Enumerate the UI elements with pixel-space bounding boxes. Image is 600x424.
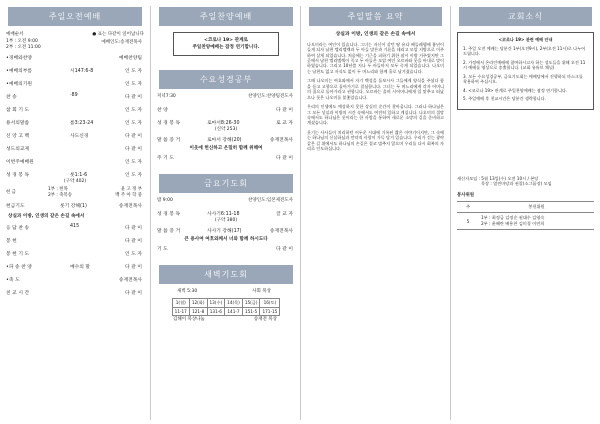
dawn-time: 새벽 5:30 (177, 289, 198, 295)
sermon-paragraph: 그때 나오미는 여호와께서 자기 백성을 돌보시사 그들에게 양식을 주셨다 함을 듣고 고향으로 돌아가기로 결심합니다. 그녀는 두 며느리에게 각자 어머니의 집으로 돌아가라고 권합니다. 오르바는 울며 시어머니에게 입 맞추고 떠났으나 룻은 나오미를 붙좇았습니다. (307, 78, 444, 100)
duty-head-week: 주 (457, 202, 479, 213)
friday-leader: 찬양인도:임본제전도사 (248, 198, 293, 204)
dawn-foot-right: 송재전 묵상 (253, 317, 277, 323)
morning-order-row-detail: ·89 (70, 93, 78, 98)
morning-order-row-label: 성 경 봉 독 (6, 173, 30, 178)
morning-order2-row-label: •파 송 찬 양 (6, 265, 32, 271)
morning-order-row-label: 이번주예배원 (6, 160, 34, 165)
morning-order-row-leader: 인 도 자 (125, 160, 142, 165)
sermon-summary-title: 상실과 이방, 인생의 같은 손길 속에서 (335, 32, 416, 37)
morning-order-row (0, 90, 150, 103)
morning-order2-row (0, 273, 150, 286)
wednesday-verse-note: (신약 253) (214, 127, 238, 132)
friday-preacher: 송재전목사 (269, 228, 293, 234)
morning-order-row (0, 51, 150, 64)
morning-order2-row (0, 247, 150, 260)
morning-order-row-label: 용서의말씀 (6, 121, 30, 126)
morning-order-row-label: 신 앙 고 백 (6, 134, 30, 139)
wednesday-header: 수요성경공부 (159, 70, 293, 89)
morning-order2-row-label: 친 교 시 간 (6, 291, 30, 297)
morning-order2-row-detail: 415 (70, 224, 80, 230)
morning-order2-row-leader: 송재전목사 (118, 278, 142, 284)
sermon-paragraph: 우리의 인생에도 예상하지 못한 상실의 순간이 찾아옵니다. 그러나 하나님은 그 모든 상실과 이방의 시간 속에서도 여전히 일하고 계십니다. 나오미의 절망 속에서도 하나님은 룻이라는 한 사람을 통하여 새로운 소망의 길을 준비하고 계셨습니다. (307, 104, 444, 126)
meeting-notice-2: 목장 : 열린마당과 권찰(소그룹장) 모임 (481, 181, 552, 187)
morning-order2-row-label: •축 도 (6, 278, 20, 284)
sermon-preacher: 송재전목사 (118, 203, 142, 209)
dawn-day-cell: 15(금) (242, 299, 260, 308)
morning-order2-row (0, 286, 150, 299)
church-news-column (451, 0, 600, 424)
morning-order-row (0, 168, 150, 181)
morning-order-row-leader: 예배찬양팀 (118, 56, 142, 61)
dawn-ref-cell: 141-7 (225, 308, 243, 316)
dawn-day-cell: 16(토) (260, 299, 280, 308)
wednesday-order-row-label: 찬 양 (157, 108, 168, 113)
offering-part2: 2부 : 축복송 (48, 192, 73, 198)
dawn-schedule-table (172, 298, 281, 316)
friday-order-row (151, 207, 301, 220)
covid-notice-box (457, 32, 594, 110)
morning-order2-row (0, 234, 150, 247)
morning-order-row (0, 116, 150, 129)
dawn-ref-cell: 151-5 (242, 308, 260, 316)
morning-order2-row-label: 응 답 찬 송 (6, 226, 30, 232)
duty-table (457, 201, 594, 230)
duty-head-role: 봉헌위원 (479, 202, 594, 213)
wednesday-order-row-leader: 로 교 자 (276, 121, 293, 126)
order-label: 예배순서 (6, 32, 24, 37)
wednesday-order-row (151, 103, 301, 116)
covid-notice-title: <코로나 19> 관련 예배 안내 (498, 37, 553, 42)
friday-order-row-detail: 사사기6:11-18 (207, 212, 240, 218)
duty-week: 5 (457, 213, 479, 230)
sermon-summary-header: 주일말씀 요약 (309, 7, 442, 26)
praise-notice-line2: 주일찬양예배는 잠정 연기합니다. (192, 45, 260, 50)
news-item: 5. 주일예배 후 친교시간은 당분간 생략합니다. (463, 96, 546, 101)
dawn-day-cell: 1(월) (172, 299, 189, 308)
standing-note: ● 표는 다같이 일어납니다 (92, 32, 144, 37)
morning-order-row-detail: 시147:6-8 (70, 69, 94, 74)
friday-title: 큰 용사여 여호와께서 너와 함께 하시도다 (184, 236, 268, 242)
dawn-ref-cell: 121-8 (189, 308, 207, 316)
wednesday-all: 다 같 이 (276, 156, 293, 162)
news-item: 4. <코로나 19> 관계로 주일찬양예배는 잠정 연기합니다. (463, 87, 568, 93)
morning-order-row (0, 64, 150, 77)
wednesday-preacher: 송재전목사 (269, 137, 293, 143)
morning-order-row (0, 142, 150, 155)
dawn-day-cell: 13(수) (207, 299, 225, 308)
morning-order-row (0, 129, 150, 142)
wednesday-order-row-detail: 로마서8:26-30 (207, 121, 240, 126)
worship-leader: 예배인도:송재전목사 (101, 40, 142, 45)
morning-order2-row-detail: 예수의 말 (70, 265, 91, 271)
friday-sermon-series: 사사기 강해(17) (207, 228, 242, 234)
friday-verse-note: (구약 380) (214, 218, 238, 224)
friday-all: 다 같 이 (276, 247, 293, 253)
sermon-summary-column (301, 0, 450, 424)
praise-column (151, 0, 301, 424)
morning-order-row (0, 103, 150, 116)
morning-order-row-label: •예배의부름 (6, 69, 32, 74)
morning-order-row-label: •경배와찬양 (6, 56, 32, 61)
duty-line-2: 2부 : 윤혜란 배용찬 김미경 이연희 (481, 221, 545, 227)
morning-order2-row (0, 221, 150, 234)
morning-order-row-leader: 인 도 자 (125, 173, 142, 178)
offering-right1: 윤 고 정 부 (120, 186, 142, 192)
morning-order2-row-leader: 다 같 이 (125, 239, 142, 245)
morning-order-row (0, 155, 150, 168)
friday-order-row-leader: 글 교 자 (276, 212, 293, 218)
offering-label: 헌 금 (6, 189, 16, 195)
dawn-header: 새벽기도회 (159, 265, 293, 284)
praise-notice-box (173, 32, 279, 56)
sermon-paragraph: 나오미라는 여인이 있습니다. 그녀는 자신이 살던 땅 유다 베들레헴에 흉년이 들게 되자 남편 엘리멜렉과 두 아들 말론과 기룐을 데리고 모압 지방으로 이주하여 살게 되었습니다. 처음에는 기근을 피하기 위한 잠시 이방 거주였지만 그곳에서 남편 엘리멜렉이 죽고 두 아들은 모압 여인 오르바와 룻을 아내로 맞이하였습니다. 그리고 10년쯤 지나 두 아들마저 모두 죽게 되었습니다. 나오미는 남편도 없고 자식도 없이 두 며느리와 함께 홀로 남겨졌습니다. (307, 41, 444, 74)
friday-prayer-label: 기 도 (157, 247, 168, 253)
news-item: 1. 주일 오전 예배는 당분간 1부(오전9시), 2부(오전 11시)로 나누어 드립니다. (463, 45, 586, 56)
morning-sermon-title: 상실과 이방, 인생의 같은 손길 속에서 (8, 213, 85, 219)
friday-header: 금요기도회 (159, 174, 293, 193)
offering-right2: 백 주 아 학 중 (115, 192, 142, 198)
news-item: 2. 가정에서 온라인예배에 참여하시고자 하는 성도들을 위해 오전 11시 예배를 영상으로 송출합니다. (교회 유튜브 채널) (463, 59, 586, 70)
scripture-note: (구약 402) (63, 179, 87, 184)
wednesday-leader: 찬양인도:찬양팀전도사 (248, 94, 293, 99)
dawn-ref-cell: 11-17 (172, 308, 189, 316)
morning-order-row-leader: 다 같 이 (125, 134, 142, 139)
dawn-foot-left: 김해이 묵상나눔 (173, 317, 205, 323)
praise-worship-header: 주일찬양예배 (159, 7, 293, 26)
morning-order-row-leader: 인 도 자 (125, 69, 142, 74)
morning-worship-header: 주일오전예배 (8, 7, 142, 26)
service-time-2: 2부 : 오전 11:00 (6, 44, 41, 50)
wednesday-order-row (151, 116, 301, 129)
morning-order-row-detail: 롬3:23-24 (70, 121, 94, 126)
morning-order-row-leader: 인 도 자 (125, 121, 142, 126)
morning-order-row-leader: 다 같 이 (125, 147, 142, 152)
dawn-day-cell: 14(목) (225, 299, 243, 308)
morning-order2-row-leader: 다 같 이 (125, 226, 142, 232)
morning-order2-row-leader: 다 같 이 (125, 291, 142, 297)
wednesday-order-row-leader: 다 같 이 (276, 108, 293, 113)
morning-worship-column (0, 0, 150, 424)
service-time-1: 1부 : 오전 9:00 (6, 39, 38, 44)
dawn-ref-cell: 131-6 (207, 308, 225, 316)
wednesday-sermon-series: 로마서 강해(20) (207, 137, 242, 143)
sermon-paragraph: 룻기는 사사들이 치리하던 어두운 시대에 기록된 짧은 이야기이지만, 그 속에는 하나님의 신실하심과 언약적 사랑이 가득 담겨 있습니다. 우리가 걷는 광야 같은 길 위에서도 하나님의 손길은 결코 멈추지 않으며 우리를 다시 회복의 자리로 인도하십니다. (307, 129, 444, 152)
morning-order-row-label: •예배의기원 (6, 82, 32, 87)
morning-order2-row-leader: 인 도 자 (125, 252, 142, 258)
offering-part1: 1부 : 헌목 (48, 186, 68, 192)
duty-title: 봉사위원 (457, 192, 474, 198)
wednesday-title: 이웃에 헌신하고 은밀히 함께 위해여 (189, 145, 263, 151)
morning-order-row-label: 성도의교제 (6, 147, 30, 152)
wednesday-order-row-label: 성 경 봉 독 (157, 121, 181, 126)
dawn-day-cell: 12(화) (189, 299, 207, 308)
morning-order2-row-label: 봉 헌 기 도 (6, 252, 30, 258)
sermon-label: 헌금기도 (6, 203, 25, 209)
morning-order-row-leader: 다 같 이 (125, 95, 142, 100)
wednesday-time: 저녁7:30 (157, 94, 176, 99)
church-news-header: 교회소식 (459, 7, 592, 26)
friday-sermon-label: 말 씀 증 거 (157, 228, 181, 234)
sermon-series: 롯기 강해(1) (60, 203, 87, 209)
morning-order-row-detail: 사도신경 (70, 134, 89, 139)
morning-order-row-label: 참 회 기 도 (6, 108, 30, 113)
friday-time: 밤 9:00 (157, 198, 173, 204)
morning-order-row-leader: 인 도 자 (125, 108, 142, 113)
morning-order2-row-label: 봉 헌 (6, 239, 17, 245)
news-item: 3. 모든 수요성경공부, 금요기도회는 예배당에서 진행하되 마스크를 착용하여 주십시오. (463, 73, 583, 84)
morning-order-row-detail: 롯1:1-6 (70, 173, 88, 178)
friday-order-row-label: 성 경 봉 독 (157, 212, 181, 218)
morning-order-row-label: 찬 송 (6, 95, 17, 100)
morning-order2-row-leader: 다 같 이 (125, 265, 142, 271)
dawn-ref-cell: 171-15 (260, 308, 280, 316)
meeting-notice: 새신자모임 : 5월 13일(수) 오전 10시 / 본당 (457, 175, 539, 181)
morning-order-row (0, 77, 150, 90)
duty-line-1: 1부 : 최정금 김정순 권대수 김영숙 (481, 215, 545, 221)
morning-order2-row (0, 260, 150, 273)
wednesday-sermon-label: 말 씀 증 거 (157, 137, 181, 143)
praise-notice-line1: <코로나 19> 관계로 (204, 38, 248, 43)
wednesday-lords-prayer: 주 기 도 (157, 156, 174, 162)
morning-order-row-leader: 인 도 자 (125, 82, 142, 87)
dawn-leader: 사회 묵상 (252, 289, 271, 295)
